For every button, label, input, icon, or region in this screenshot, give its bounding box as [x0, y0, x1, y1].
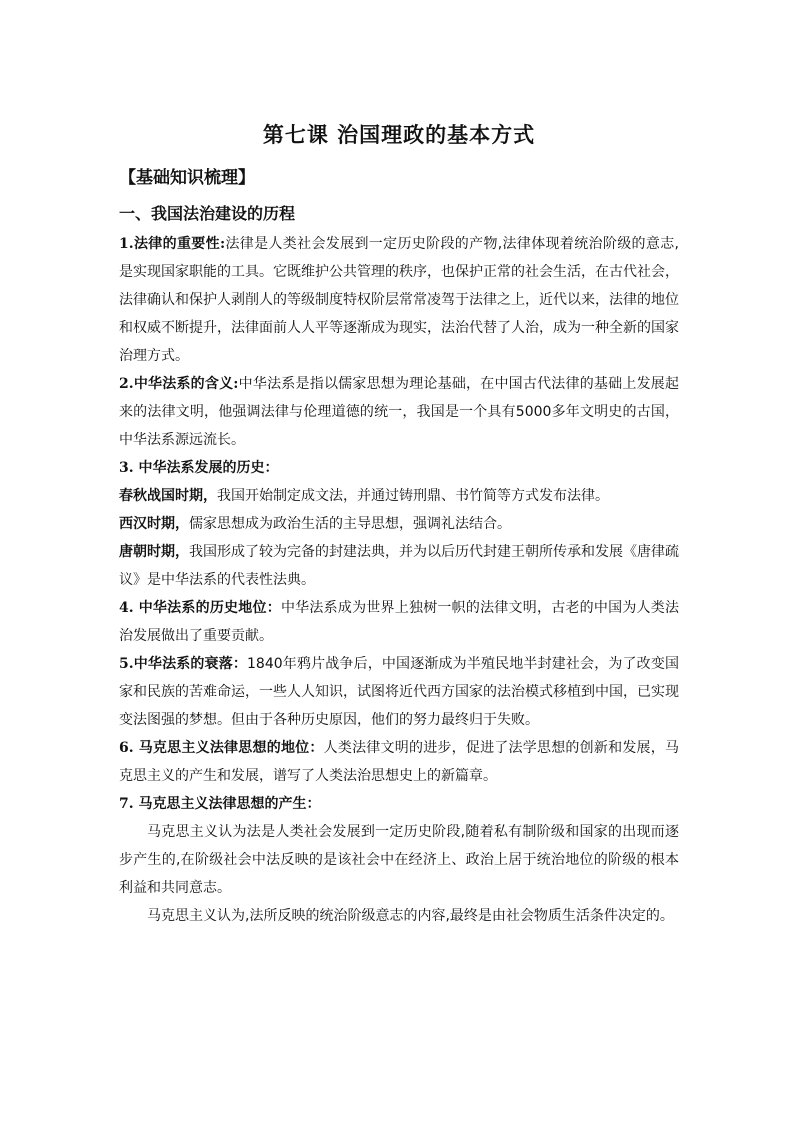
item-head: 1.法律的重要性:	[119, 236, 226, 252]
item-western-han	[119, 510, 679, 538]
item-head: 5.中华法系的衰落：	[119, 656, 248, 672]
item-text: 法律是人类社会发展到一定历史阶段的产物,法律体现着统治阶级的意志,是实现国家职能的工具。它既维护公共管理的秩序，也保护正常的社会生活，在古代社会，法律确认和保护人剥削人的等级制度特权阶层常常凌驾于法律之上，近代以来，法律的地位和权威不断提升，法律面前人人平等逐渐成为现实，法治代替了人治，成为一种全新的国家治理方式。	[119, 236, 679, 364]
item-history-heading	[119, 454, 679, 482]
section-heading: 【基础知识梳理】	[119, 168, 255, 188]
item-chinese-legal-system-meaning	[119, 370, 679, 454]
item-marxist-status	[119, 734, 679, 790]
body-paragraph: 马克思主义认为法是人类社会发展到一定历史阶段,随着私有制阶级和国家的出现而逐步产生的,在阶级社会中法反映的是该社会中在经济上、政治上居于统治地位的阶级的根本利益和共同意志。	[119, 824, 679, 896]
item-head: 7. 马克思主义法律思想的产生：	[119, 796, 321, 812]
item-text: 中华法系成为世界上独树一帜的法律文明，古老的中国为人类法治发展做出了重要贡献。	[119, 600, 679, 644]
document-content	[119, 120, 679, 930]
item-marxist-origin	[119, 790, 679, 818]
item-decline	[119, 650, 679, 734]
item-text: 1840年鸦片战争后，中国逐渐成为半殖民地半封建社会，为了改变国家和民族的苦难命运，一些人人知识，试图将近代西方国家的法治模式移植到中国，已实现变法图强的梦想。但由于各种历史原因，他们的努力最终归于失败。	[119, 656, 679, 728]
item-importance-of-law	[119, 230, 679, 370]
subsection-heading: 一、我国法治建设的历程	[119, 204, 296, 223]
item-head: 唐朝时期，	[119, 544, 189, 560]
item-historical-status	[119, 594, 679, 650]
item-tang-dynasty	[119, 538, 679, 594]
item-head: 春秋战国时期，	[119, 488, 217, 504]
item-text: 儒家思想成为政治生活的主导思想，强调礼法结合。	[189, 516, 511, 532]
item-text: 我国形成了较为完备的封建法典，并为以后历代封建王朝所传承和发展《唐律疏议》是中华法系的代表性法典。	[119, 544, 679, 588]
body-paragraph: 马克思主义认为,法所反映的统治阶级意志的内容,最终是由社会物质生活条件决定的。	[147, 908, 674, 924]
item-head: 6. 马克思主义法律思想的地位：	[119, 740, 324, 756]
item-text: 人类法律文明的进步，促进了法学思想的创新和发展，马克思主义的产生和发展，谱写了人类法治思想史上的新篇章。	[119, 740, 679, 784]
item-text: 中华法系是指以儒家思想为理论基础，在中国古代法律的基础上发展起来的法律文明，他强调法律与伦理道德的统一，我国是一个具有5000多年文明史的古国，中华法系源远流长。	[119, 376, 679, 448]
item-head: 4. 中华法系的历史地位：	[119, 600, 281, 616]
item-spring-autumn	[119, 482, 679, 510]
item-text: 我国开始制定成文法，并通过铸刑鼎、书竹简等方式发布法律。	[217, 488, 609, 504]
item-head: 2.中华法系的含义:	[119, 376, 239, 392]
item-head: 3. 中华法系发展的历史：	[119, 460, 279, 476]
item-head: 西汉时期，	[119, 516, 189, 532]
page-title: 第七课 治国理政的基本方式	[262, 122, 536, 147]
